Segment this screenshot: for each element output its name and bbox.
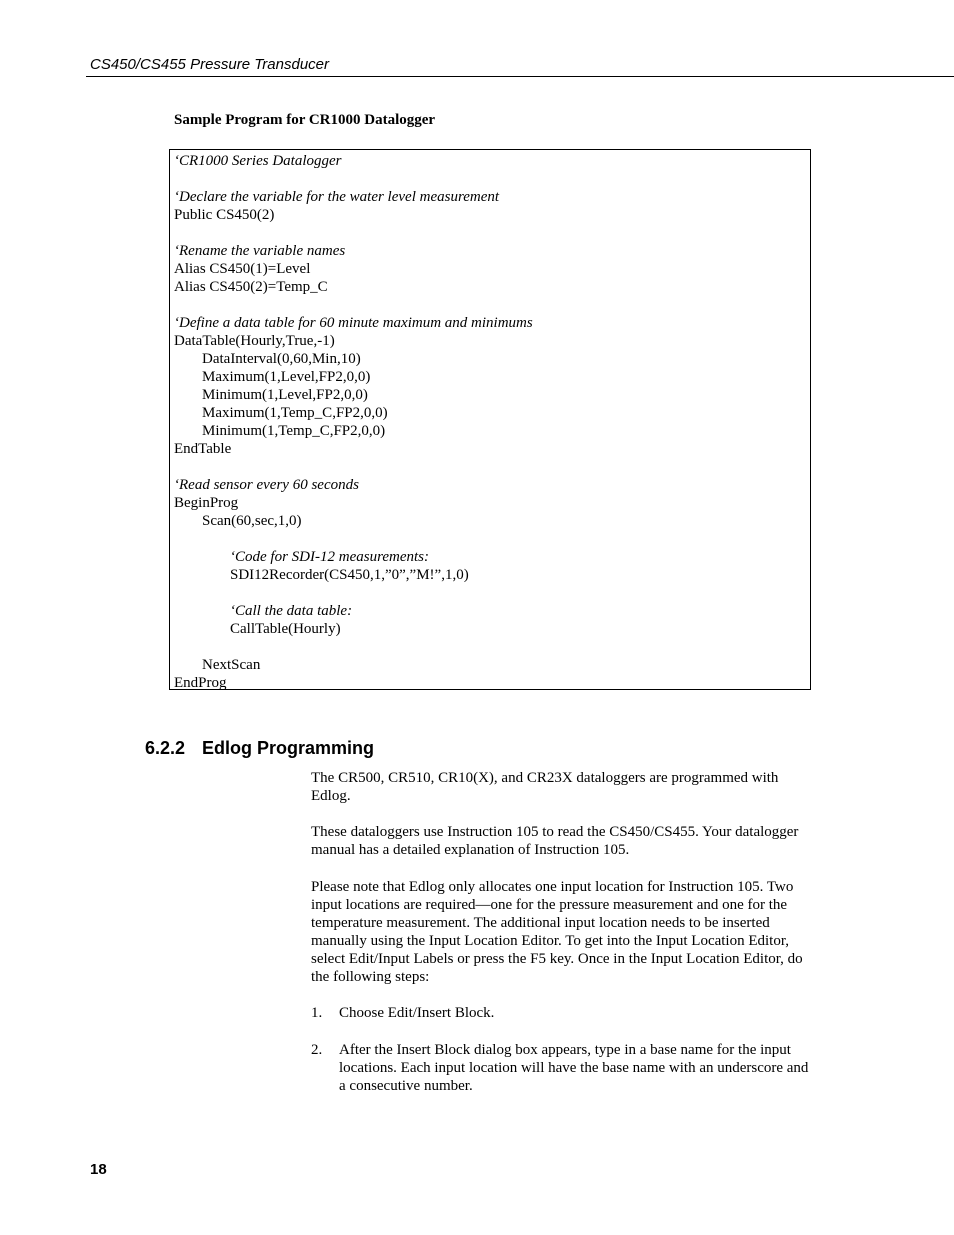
code-line: CallTable(Hourly) [230, 621, 341, 637]
code-line: EndProg [174, 675, 227, 691]
section-heading [145, 738, 374, 759]
code-line: Maximum(1,Level,FP2,0,0) [202, 369, 371, 385]
running-header: CS450/CS455 Pressure Transducer [90, 56, 330, 73]
list-item-text: Choose Edit/Insert Block. [339, 1005, 495, 1021]
program-title: Sample Program for CR1000 Datalogger [174, 112, 436, 128]
paragraph: These dataloggers use Instruction 105 to read the CS450/CS455. Your datalogger manual has a detailed explanation of Instruction 105. [311, 824, 799, 858]
code-line: Alias CS450(1)=Level [174, 261, 311, 277]
paragraph: Please note that Edlog only allocates one input location for Instruction 105. Two input locations are required—one for the pressure measurement and one for the temperature measurement. The additional input location needs to be inserted manually using the Input Location Editor. To get into the Input Location Editor, select Edit/Input Labels or press the F5 key. Once in the Input Location Editor, do the following steps: [311, 879, 803, 985]
code-comment: ‘Read sensor every 60 seconds [174, 477, 359, 493]
code-comment: ‘Declare the variable for the water level measurement [174, 189, 500, 205]
code-line: Minimum(1,Temp_C,FP2,0,0) [202, 423, 386, 439]
page-number: 18 [90, 1161, 107, 1178]
paragraph: The CR500, CR510, CR10(X), and CR23X dataloggers are programmed with Edlog. [311, 770, 779, 804]
code-line: BeginProg [174, 495, 239, 511]
code-line: DataTable(Hourly,True,-1) [174, 333, 335, 349]
code-line: Scan(60,sec,1,0) [202, 513, 302, 529]
code-line: Minimum(1,Level,FP2,0,0) [202, 387, 368, 403]
code-listing-box [169, 149, 811, 690]
code-line: Maximum(1,Temp_C,FP2,0,0) [202, 405, 388, 421]
code-line: EndTable [174, 441, 232, 457]
code-comment: ‘Define a data table for 60 minute maximum and minimums [174, 315, 533, 331]
code-line: NextScan [202, 657, 261, 673]
code-line: Public CS450(2) [174, 207, 275, 223]
code-comment: ‘Rename the variable names [174, 243, 346, 259]
list-item [311, 1041, 811, 1095]
code-line: Alias CS450(2)=Temp_C [174, 279, 328, 295]
list-marker: 1. [311, 1005, 323, 1021]
list-item-text: After the Insert Block dialog box appears, type in a base name for the input locations. Each input location will have the base name with an underscore and a consecutive number. [339, 1042, 809, 1094]
header-rule [86, 76, 954, 77]
list-item [311, 1004, 811, 1022]
code-line: SDI12Recorder(CS450,1,”0”,”M!”,1,0) [230, 567, 469, 583]
code-comment: ‘CR1000 Series Datalogger [174, 153, 342, 169]
code-comment: ‘Call the data table: [230, 603, 353, 619]
list-marker: 2. [311, 1042, 323, 1058]
section-number: 6.2.2 [145, 738, 186, 758]
section-title: Edlog Programming [202, 738, 375, 758]
code-line: DataInterval(0,60,Min,10) [202, 351, 361, 367]
code-comment: ‘Code for SDI-12 measurements: [230, 549, 429, 565]
